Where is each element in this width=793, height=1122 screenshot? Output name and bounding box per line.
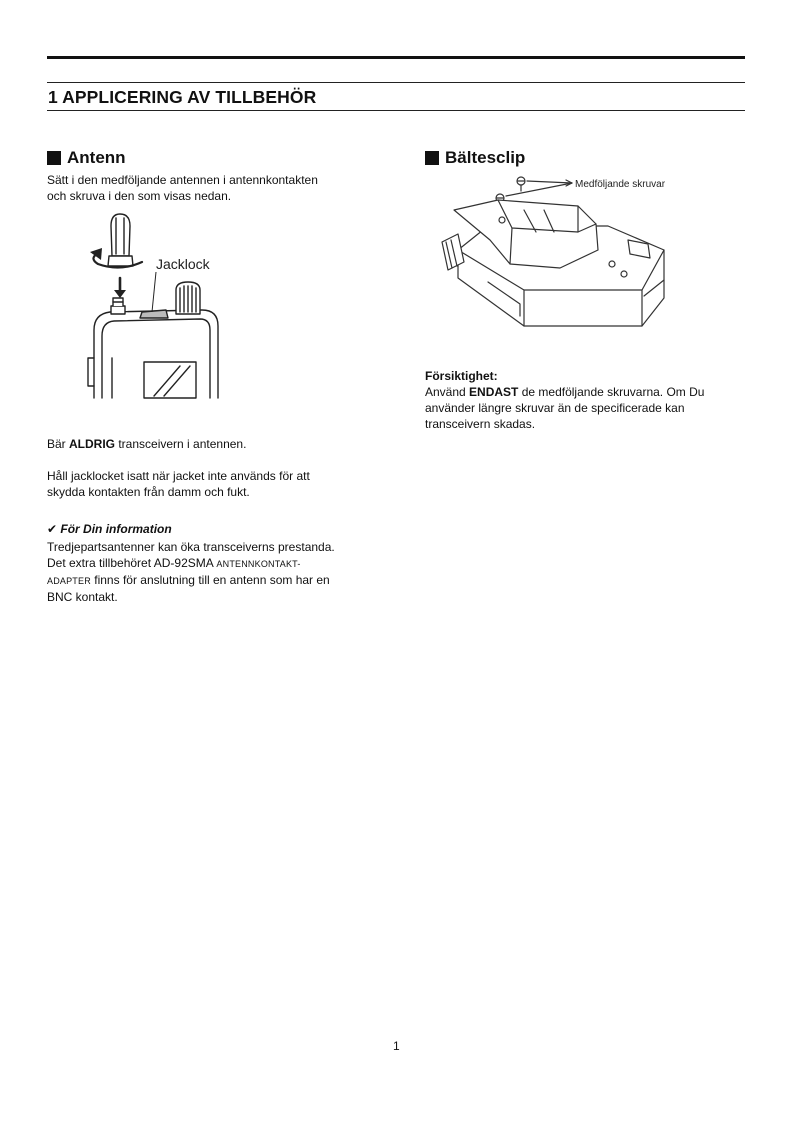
caution-heading: Försiktighet:: [425, 369, 498, 383]
antenna-intro: Sätt i den medföljande antennen i antennkontakten och skruva i den som visas nedan.: [47, 173, 318, 203]
square-bullet-icon: [425, 151, 439, 165]
jacklock-label: Jacklock: [156, 256, 210, 272]
caution-paragraph: Använd ENDAST de medföljande skruvarna. Om Du använder längre skruvar än de specificerade kan transceivern skadas.: [425, 385, 705, 431]
section-title-bar: [47, 82, 745, 111]
beltclip-illustration: [428, 170, 698, 342]
page-number: 1: [393, 1039, 400, 1053]
top-rule: [47, 56, 745, 59]
info-paragraph: Tredjepartsantenner kan öka transceiverns prestanda. Det extra tillbehöret AD-92SMA ANTENNKONTAKT- ADAPTER finns för anslutning till en antenn som har en BNC kontakt.: [47, 540, 335, 604]
antenna-illustration: [84, 208, 256, 420]
beltclip-heading: [425, 148, 525, 168]
page-title: 1 APPLICERING AV TILLBEHÖR: [48, 87, 317, 107]
antenna-warning: Bär ALDRIG transceivern i antennen.: [47, 437, 247, 451]
square-bullet-icon: [47, 151, 61, 165]
antenna-heading: [47, 148, 126, 168]
screws-label: Medföljande skruvar: [575, 179, 666, 190]
info-heading: ✔ För Din information: [47, 522, 172, 536]
jacklock-paragraph: Håll jacklocket isatt när jacket inte används för att skydda kontakten från damm och fukt.: [47, 469, 310, 499]
beltclip-heading-text: Bältesclip: [445, 148, 526, 167]
antenna-heading-text: Antenn: [67, 148, 126, 167]
